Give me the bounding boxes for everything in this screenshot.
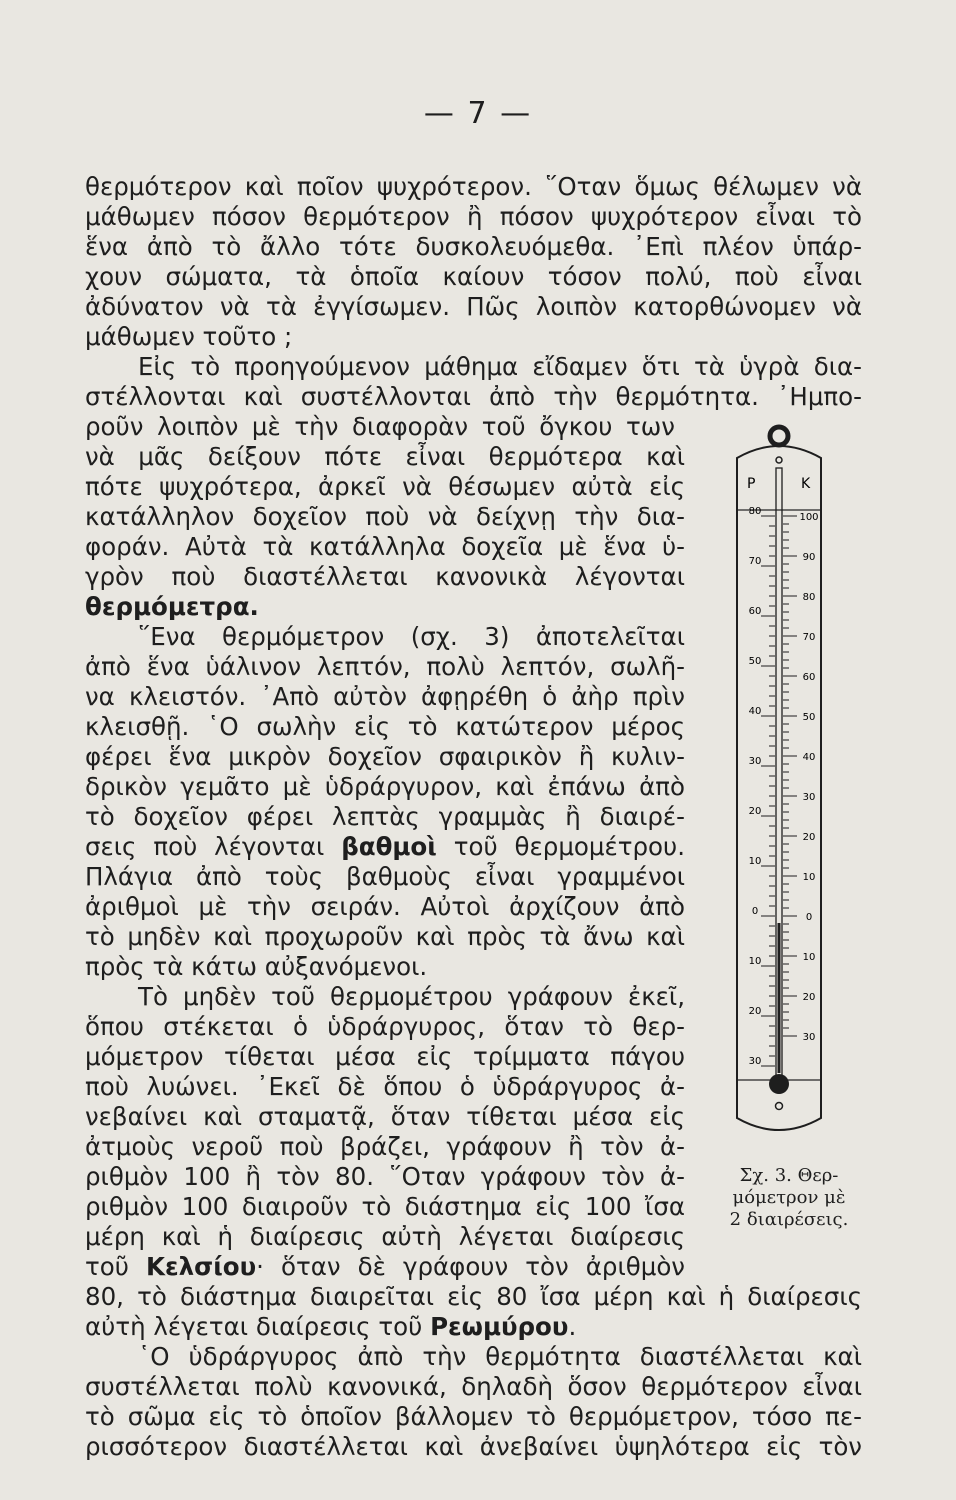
text-line: χουν σώματα, τὰ ὁποῖα καίουν τόσον πολύ, ποὺ εἶναι	[85, 262, 862, 291]
text-line: πρὸς τὰ κάτω αὐξανόμενοι.	[85, 952, 428, 981]
celsius-label: 90	[802, 552, 816, 563]
reaumur-label: 30	[748, 1056, 762, 1067]
text-line: φέρει ἕνα μικρὸν δοχεῖον σφαιρικὸν ἢ κυλιν-	[85, 742, 685, 771]
celsius-label: 10	[802, 872, 816, 883]
caption-line: Σχ. 3. Θερ-	[739, 1165, 839, 1186]
celsius-label: 0	[805, 912, 813, 923]
mercury-bulb	[769, 1074, 789, 1094]
celsius-label: 20	[802, 992, 816, 1003]
reaumur-label: 20	[748, 806, 762, 817]
text-line: ποὺ λυώνει. ᾽Εκεῖ δὲ ὅπου ὁ ὑδράργυρος ἀ-	[85, 1072, 685, 1101]
reaumur-label: 0	[751, 906, 759, 917]
caption-line: 2 διαιρέσεις.	[729, 1209, 849, 1230]
reaumur-label: 40	[748, 706, 762, 717]
text-line: τὸ σῶμα εἰς τὸ ὁποῖον βάλλομεν τὸ θερμόμετρον, τόσο πε-	[85, 1402, 862, 1431]
celsius-label: 30	[802, 1032, 816, 1043]
caption-line: μόμετρον μὲ	[732, 1187, 846, 1208]
reaumur-label: 10	[748, 856, 762, 867]
page-number: — 7 —	[423, 96, 533, 131]
text-line-heading: θερμόμετρα.	[85, 592, 259, 621]
text-line: δρικὸν γεμᾶτο μὲ ὑδράργυρον, καὶ ἐπάνω ἀπὸ	[85, 772, 685, 801]
text-line: Τὸ μηδὲν τοῦ θερμομέτρου γράφουν ἐκεῖ,	[138, 982, 685, 1011]
text-line: Πλάγια ἀπὸ τοὺς βαθμοὺς εἶναι γραμμένοι	[85, 862, 685, 891]
text-line: φοράν. Αὐτὰ τὰ κατάλληλα δοχεῖα μὲ ἕνα ὑ-	[85, 532, 685, 561]
text-line: γρὸν ποὺ διαστέλλεται κανονικὰ λέγονται	[85, 562, 685, 591]
text-line: ἀδύνατον νὰ τὰ ἐγγίσωμεν. Πῶς λοιπὸν κατορθώνομεν νὰ	[85, 292, 862, 321]
text-line: τὸ μηδὲν καὶ προχωροῦν καὶ πρὸς τὰ ἄνω καὶ	[85, 922, 685, 951]
text-line: μόμετρον τίθεται μέσα εἰς τρίμματα πάγου	[85, 1042, 685, 1071]
reaumur-label: 20	[748, 1006, 762, 1017]
reaumur-label: 60	[748, 606, 762, 617]
text-line: 80, τὸ διάστημα διαιρεῖται εἰς 80 ἴσα μέρη καὶ ἡ διαίρεσις	[85, 1282, 862, 1311]
text-line: Εἰς τὸ προηγούμενον μάθημα εἴδαμεν ὅτι τὰ ὑγρὰ δια-	[138, 352, 862, 381]
reaumur-header: P	[747, 476, 756, 492]
celsius-label: 30	[802, 792, 816, 803]
celsius-label: 10	[802, 952, 816, 963]
mercury-column	[778, 923, 781, 1073]
top-screw	[776, 457, 782, 463]
reaumur-label: 10	[748, 956, 762, 967]
reaumur-labels	[749, 506, 762, 1067]
text-line: ἀπὸ ἕνα ὑάλινον λεπτόν, πολὺ λεπτόν, σωλῆ-	[85, 652, 685, 681]
text-line: συστέλλεται πολὺ κανονικά, δηλαδὴ ὅσον θερμότερον εἶναι	[85, 1372, 862, 1401]
celsius-label: 40	[802, 752, 816, 763]
text-line: κλεισθῇ. ῾Ο σωλὴν εἰς τὸ κατώτερον μέρος	[85, 712, 685, 741]
text-line: ῾Ο ὑδράργυρος ἀπὸ τὴν θερμότητα διαστέλλεται καὶ	[138, 1342, 862, 1371]
thermometer-illustration	[725, 418, 875, 1178]
figure-caption	[714, 1165, 864, 1231]
text-line: κατάλληλον δοχεῖον ποὺ νὰ δείχνῃ τὴν δια-	[85, 502, 685, 531]
text-line: νὰ μᾶς δείξουν πότε εἶναι θερμότερα καὶ	[85, 442, 685, 471]
celsius-label: 100	[799, 512, 819, 523]
text-line: πότε ψυχρότερα, ἀρκεῖ νὰ θέσωμεν αὐτὰ εἰς	[85, 472, 685, 501]
text-line: ἕνα ἀπὸ τὸ ἄλλο τότε δυσκολευόμεθα. ᾽Επὶ πλέον ὑπάρ-	[85, 232, 862, 261]
reaumur-label: 70	[748, 556, 762, 567]
bottom-screw	[776, 1103, 783, 1110]
text-line: ὅπου στέκεται ὁ ὑδράργυρος, ὅταν τὸ θερ-	[85, 1012, 685, 1041]
reaumur-label: 80	[748, 506, 762, 517]
text-line: θερμότερον καὶ ποῖον ψυχρότερον. ῞Οταν ὅμως θέλωμεν νὰ	[85, 172, 862, 201]
hanging-ring	[770, 427, 788, 445]
reaumur-label: 30	[748, 756, 762, 767]
celsius-labels	[799, 512, 818, 1043]
text-line: ριθμὸν 100 διαιροῦν τὸ διάστημα εἰς 100 ἴσα	[85, 1192, 685, 1221]
text-line: ροῦν λοιπὸν μὲ τὴν διαφορὰν τοῦ ὄγκου των	[85, 412, 675, 441]
celsius-label: 20	[802, 832, 816, 843]
celsius-label: 50	[802, 712, 816, 723]
text-line: ῞Ενα θερμόμετρον (σχ. 3) ἀποτελεῖται	[138, 622, 685, 651]
text-line: ρισσότερον διαστέλλεται καὶ ἀνεβαίνει ὑψηλότερα εἰς τὸν	[85, 1432, 862, 1461]
text-line: τοῦ Κελσίου· ὅταν δὲ γράφουν τὸν ἀριθμὸν	[85, 1252, 685, 1281]
celsius-label: 80	[802, 592, 816, 603]
celsius-label: 70	[802, 632, 816, 643]
text-line: μάθωμεν πόσον θερμότερον ἢ πόσον ψυχρότερον εἶναι τὸ	[85, 202, 862, 231]
text-line: νεβαίνει καὶ σταματᾷ, ὅταν τίθεται μέσα εἰς	[85, 1102, 685, 1131]
text-line: τὸ δοχεῖον φέρει λεπτὰς γραμμὰς ἢ διαιρέ-	[85, 802, 685, 831]
text-line: να κλειστόν. ᾽Απὸ αὐτὸν ἀφῃρέθη ὁ ἀὴρ πρὶν	[85, 682, 685, 711]
celsius-header: K	[801, 476, 811, 492]
text-line: σεις ποὺ λέγονται βαθμοὶ τοῦ θερμομέτρου.	[85, 832, 685, 861]
text-line: μάθωμεν τοῦτο ;	[85, 322, 293, 351]
text-line: μέρη καὶ ἡ διαίρεσις αὐτὴ λέγεται διαίρεσις	[85, 1222, 685, 1251]
celsius-label: 60	[802, 672, 816, 683]
text-line: ἀριθμοὶ μὲ τὴν σειράν. Αὐτοὶ ἀρχίζουν ἀπὸ	[85, 892, 685, 921]
text-line: αὐτὴ λέγεται διαίρεσις τοῦ Ρεωμύρου.	[85, 1312, 577, 1341]
thermometer-figure	[725, 418, 875, 1230]
reaumur-label: 50	[748, 656, 762, 667]
text-line: ριθμὸν 100 ἢ τὸν 80. ῞Οταν γράφουν τὸν ἀ-	[85, 1162, 685, 1191]
text-line: στέλλονται καὶ συστέλλονται ἀπὸ τὴν θερμότητα. ᾽Ημπο-	[85, 382, 862, 411]
text-line: ἀτμοὺς νεροῦ ποὺ βράζει, γράφουν ἢ τὸν ἀ-	[85, 1132, 685, 1161]
